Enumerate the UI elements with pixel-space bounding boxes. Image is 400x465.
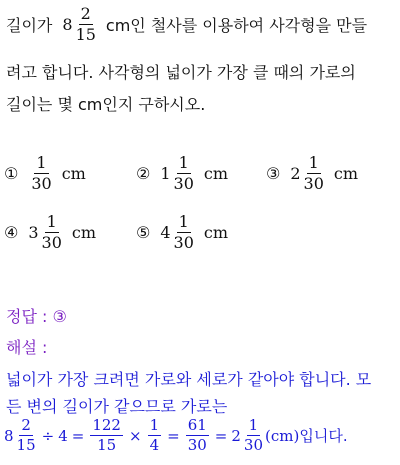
numerator: 2 (80, 4, 91, 23)
answer-label: 정답 : ③ (6, 307, 67, 326)
numerator: 122 (92, 416, 121, 434)
numerator: 1 (149, 416, 160, 434)
question-line-2: 려고 합니다. 사각형의 넓이가 가장 클 때의 가로의 (6, 63, 356, 82)
equals-sign: = (214, 426, 228, 445)
choice-4[interactable] (4, 214, 96, 251)
choice-mark: ③ (266, 164, 281, 183)
denominator: 15 (16, 436, 36, 454)
equals-sign: = (71, 426, 85, 445)
choice-mark: ⑤ (136, 223, 151, 242)
unit-label: cm (203, 164, 229, 183)
fraction (186, 418, 209, 453)
numerator: 61 (187, 416, 207, 434)
denominator: 30 (41, 233, 62, 252)
numerator: 2 (21, 416, 31, 434)
fraction (90, 418, 123, 453)
question-text: cm인 철사를 이용하여 사각형을 만들 (105, 16, 368, 35)
denominator: 4 (149, 436, 160, 454)
numerator: 1 (248, 416, 259, 434)
denominator: 30 (187, 436, 207, 454)
choice-1[interactable] (4, 155, 86, 192)
fraction (148, 418, 162, 453)
fraction (174, 155, 194, 192)
fraction (174, 214, 194, 251)
fraction (31, 155, 51, 192)
denominator: 30 (243, 436, 263, 454)
mixed-number-whole: 1 (160, 164, 171, 183)
choice-5[interactable] (136, 214, 228, 251)
mixed-number-whole: 2 (290, 164, 301, 183)
explanation-tail: 입니다. (299, 427, 348, 445)
choice-3[interactable] (266, 155, 358, 192)
times-sign: × (128, 426, 142, 445)
divisor: 4 (58, 426, 68, 445)
choice-mark: ① (4, 164, 19, 183)
denominator: 15 (97, 436, 117, 454)
explanation-line-2: 든 변의 길이가 같으므로 가로는 (6, 397, 228, 416)
mixed-number-whole: 3 (28, 223, 39, 242)
unit-label: cm (333, 164, 359, 183)
numerator: 1 (36, 153, 47, 172)
denominator: 30 (303, 174, 324, 193)
denominator: 30 (173, 174, 194, 193)
fraction (304, 155, 324, 192)
equals-sign: = (167, 426, 180, 445)
question-line-3: 길이는 몇 cm인지 구하시오. (6, 95, 206, 114)
numerator: 1 (178, 153, 189, 172)
fraction (17, 418, 36, 453)
explanation-line-1: 넓이가 가장 크려면 가로와 세로가 같아야 합니다. 모 (6, 370, 372, 389)
numerator: 1 (46, 212, 57, 231)
explanation-label: 해설 : (6, 338, 48, 357)
fraction (76, 6, 96, 43)
unit-label: (cm) (265, 426, 300, 445)
unit-label: cm (61, 164, 86, 183)
mixed-number-whole: 8 (4, 426, 14, 445)
denominator: 15 (75, 25, 96, 44)
fraction (42, 214, 62, 251)
mixed-number-whole: 8 (62, 15, 73, 34)
question-text: 길이가 (6, 16, 53, 35)
denominator: 30 (31, 174, 52, 193)
choice-mark: ④ (4, 223, 19, 242)
fraction (244, 418, 263, 453)
explanation-math (4, 418, 348, 453)
mixed-number-whole: 4 (160, 223, 171, 242)
denominator: 30 (173, 233, 194, 252)
question-line-1 (6, 6, 367, 43)
mixed-number-whole: 2 (231, 426, 241, 445)
choice-2[interactable] (136, 155, 228, 192)
divide-sign: ÷ (41, 426, 55, 445)
numerator: 1 (308, 153, 319, 172)
numerator: 1 (178, 212, 189, 231)
choice-mark: ② (136, 164, 151, 183)
unit-label: cm (203, 223, 229, 242)
unit-label: cm (71, 223, 97, 242)
